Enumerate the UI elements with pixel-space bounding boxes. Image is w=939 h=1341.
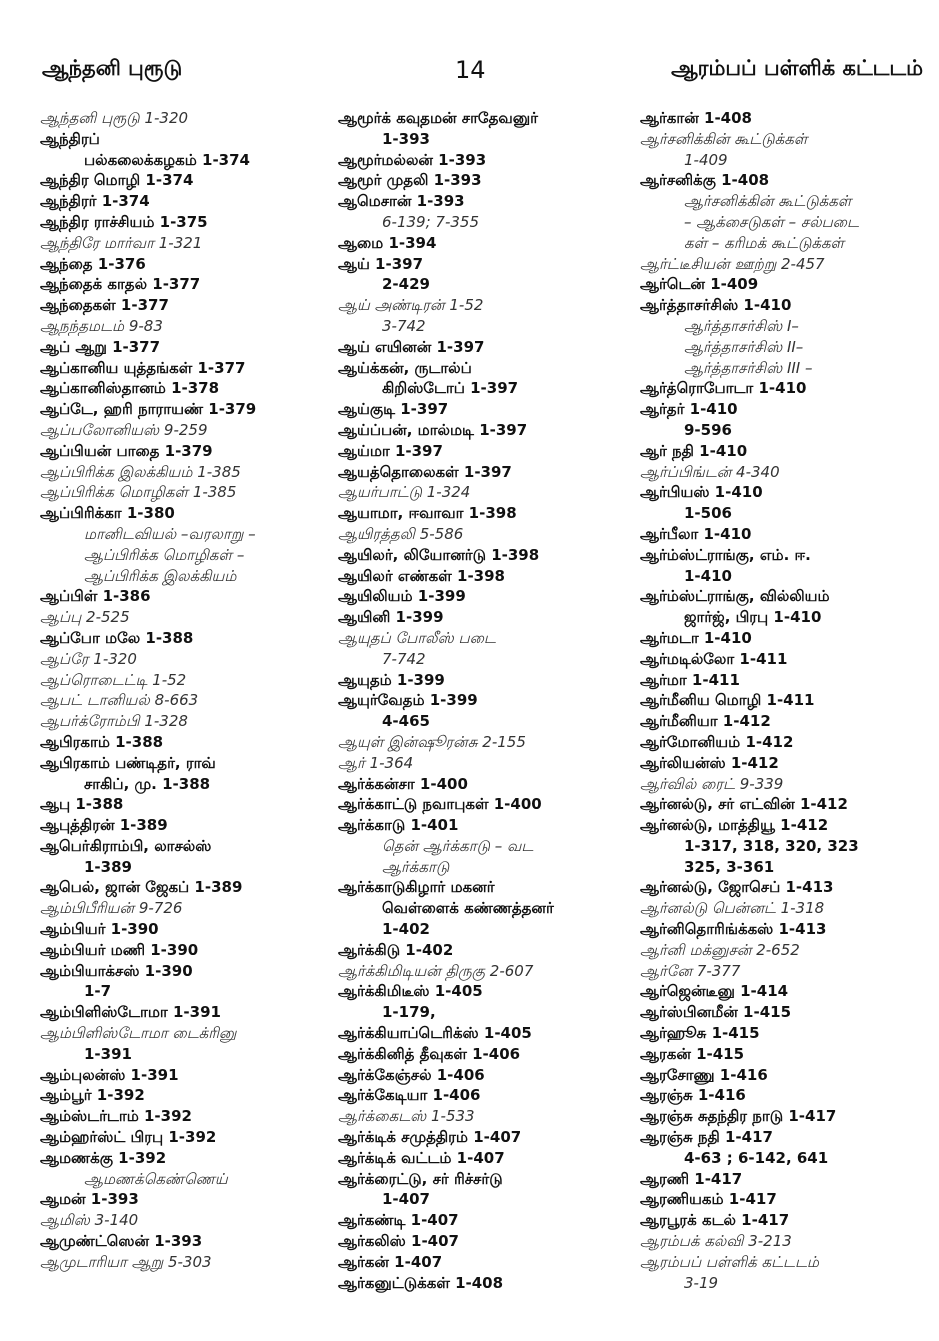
- index-entry: ஆயுதப் போலீஸ் படை: [338, 628, 496, 647]
- index-entry: ஜார்ஜ், பிரபு 1-410: [684, 608, 822, 627]
- index-entry: ஆரம்பக் கல்வி 3-213: [640, 1232, 792, 1251]
- index-entry: – ஆக்சைடுகள் – சல்படை: [684, 212, 859, 231]
- index-entry: ஆர்ம்ஸ்ட்ராங்கு, எம். ஈ.: [640, 545, 811, 564]
- index-entry: ஆபர்க்ரோம்பி 1-328: [40, 712, 188, 731]
- index-entry: ஆர்கனுட்டுக்கள் 1-408: [338, 1273, 504, 1292]
- index-entry: ஆர்னல்டு, சர் எட்வின் 1-412: [640, 795, 848, 814]
- index-entry: ஆர்த்தாசர்சிஸ் I–: [684, 316, 799, 335]
- index-entry: ஆர்க்கைடஸ் 1-533: [338, 1107, 475, 1126]
- index-entry: ஆர்ம்ஸ்ட்ராங்கு, வில்லியம்: [640, 587, 830, 606]
- index-entry: ஆர்க்கேஞ்சல் 1-406: [338, 1065, 485, 1084]
- index-entry: கள் – கரிமக் கூட்டுக்கள்: [684, 233, 845, 252]
- index-entry: ஆம்பிளிஸ்டோமா டைக்ரினு: [40, 1024, 237, 1043]
- index-entry: 6-139; 7-355: [382, 212, 479, 231]
- index-entry: ஆர்ப்பிங்டன் 4-340: [640, 462, 780, 481]
- index-entry: 3-742: [382, 316, 426, 335]
- index-entry: ஆர்க்காடுகிழார் மகனர்: [338, 878, 495, 897]
- index-entry: ஆந்தை 1-376: [40, 254, 146, 273]
- index-entry: ஆர்த்தாசர்சிஸ் 1-410: [640, 296, 792, 315]
- index-entry: ஆமணக்கு 1-392: [40, 1148, 167, 1167]
- index-entry: ஆம்புலன்ஸ் 1-391: [40, 1065, 179, 1084]
- index-entry: ஆந்திரே மார்வா 1-321: [40, 233, 203, 252]
- index-entry: ஆர்க்ரைட்டு, சர் ரிச்சர்டு: [338, 1169, 503, 1188]
- index-entry: ஆர்த்தாசர்சிஸ் II–: [684, 337, 804, 356]
- index-entry: ஆப்கானிஸ்தானம் 1-378: [40, 379, 220, 398]
- index-entry: ஆபு 1-388: [40, 795, 124, 814]
- index-entry: ஆய் 1-397: [338, 254, 424, 273]
- index-entry: ஆநந்தமடம் 9-83: [40, 316, 163, 335]
- index-entry: 325, 3-361: [684, 857, 775, 876]
- index-entry: ஆர்த்ரொபோடா 1-410: [640, 379, 807, 398]
- index-entry: ஆந்திரர் 1-374: [40, 192, 150, 211]
- index-entry: ஆர்னி மக்னுசன் 2-652: [640, 940, 800, 959]
- index-entry: ஆர்சனிக்கின் கூட்டுக்கள்: [640, 129, 808, 148]
- index-entry: ஆர்மா 1-411: [640, 670, 740, 689]
- index-entry: ஆர்க்காடு 1-401: [338, 816, 459, 835]
- index-entry: ஆப்பிள் 1-386: [40, 587, 151, 606]
- index-entry: 1-391: [84, 1044, 132, 1063]
- index-entry: ஆந்திர ராச்சியம் 1-375: [40, 212, 208, 231]
- index-column-1: [40, 108, 330, 1273]
- index-entry: ஆர்னல்டு, ஜோசெப் 1-413: [640, 878, 834, 897]
- index-entry: ஆப்பலோனியஸ் 9-259: [40, 420, 208, 439]
- index-entry: 4-63 ; 6-142, 641: [684, 1148, 829, 1167]
- index-entry: ஆப்டே, ஹரி நாராயண் 1-379: [40, 400, 257, 419]
- index-entry: ஆர்க்கியாப்டெரிக்ஸ் 1-405: [338, 1024, 532, 1043]
- index-entry: 4-465: [382, 712, 430, 731]
- index-entry: ஆரணியகம் 1-417: [640, 1190, 777, 1209]
- index-entry: சாகிப், மு. 1-388: [84, 774, 211, 793]
- index-entry: ஆர்னிதொரிங்க்கஸ் 1-413: [640, 920, 827, 939]
- index-entry: ஆபுத்திரன் 1-389: [40, 816, 168, 835]
- index-entry: ஆம்பூர் 1-392: [40, 1086, 145, 1105]
- index-entry: 1-410: [684, 566, 732, 585]
- index-entry: 1-7: [84, 982, 112, 1001]
- index-entry: ஆம்பியாக்சஸ் 1-390: [40, 961, 193, 980]
- index-entry: ஆந்திர மொழி 1-374: [40, 171, 194, 190]
- index-entry: ஆர்சனிக்கு 1-408: [640, 171, 770, 190]
- index-entry: ஆமூர்க் கவுதமன் சாதேவனுர்: [338, 109, 538, 127]
- index-entry: ஆர்ட்டீசியன் ஊற்று 2-457: [640, 254, 825, 273]
- index-entry: ஆமிஸ் 3-140: [40, 1211, 139, 1230]
- index-entry: ஆரணி 1-417: [640, 1169, 743, 1188]
- index-entry: ஆர்னல்டு பென்னட் 1-318: [640, 899, 825, 918]
- index-entry: ஆர்மீனிய மொழி 1-411: [640, 691, 815, 710]
- index-entry: ஆய்மா 1-397: [338, 441, 443, 460]
- index-entry: ஆயத்தொலைகள் 1-397: [338, 462, 512, 481]
- index-entry: பல்கலைக்கழகம் 1-374: [84, 150, 250, 169]
- index-entry: ஆரஞ்சு 1-416: [640, 1086, 746, 1105]
- index-entry: 1-179,: [382, 1003, 436, 1022]
- index-entry: ஆப்பியன் பாதை 1-379: [40, 441, 213, 460]
- index-entry: ஆர்கண்டி 1-407: [338, 1211, 459, 1230]
- index-entry: 1-389: [84, 857, 132, 876]
- index-entry: வெள்ளைக் கண்ணத்தனர்: [382, 899, 554, 918]
- index-entry: ஆபட் டானியல் 8-663: [40, 691, 199, 710]
- index-entry: தென் ஆர்க்காடு – வட: [382, 836, 534, 855]
- index-entry: 1-402: [382, 920, 430, 939]
- index-entry: ஆர்க்கினித் தீவுகள் 1-406: [338, 1044, 521, 1063]
- index-entry: ஆர்கன் 1-407: [338, 1252, 443, 1271]
- index-entry: ஆர்க்கிடு 1-402: [338, 940, 454, 959]
- index-entry: ஆமெசான் 1-393: [338, 192, 465, 211]
- index-entry: ஆமன் 1-393: [40, 1190, 139, 1209]
- index-entry: கிறிஸ்டோப் 1-397: [382, 379, 519, 398]
- index-entry: ஆமை 1-394: [338, 233, 437, 252]
- index-entry: ஆம்பியர் 1-390: [40, 920, 159, 939]
- index-column-2: [338, 108, 628, 1293]
- index-entry: ஆப் ஆறு 1-377: [40, 337, 161, 356]
- index-entry: ஆரஞ்சு சுதந்திர நாடு 1-417: [640, 1107, 837, 1126]
- index-entry: ஆர்க்டிக் சமுத்திரம் 1-407: [338, 1128, 522, 1147]
- index-entry: 1-393: [382, 129, 430, 148]
- index-entry: ஆர்பியஸ் 1-410: [640, 483, 763, 502]
- index-entry: ஆயுதம் 1-399: [338, 670, 445, 689]
- index-entry: ஆயுள் இன்ஷூரன்சு 2-155: [338, 732, 526, 751]
- index-entry: ஆப்பிரிக்க மொழிகள் –: [84, 545, 245, 564]
- index-entry: ஆம்பியர் மணி 1-390: [40, 940, 199, 959]
- index-entry: ஆர்கான் 1-408: [640, 109, 752, 127]
- index-entry: ஆர் நதி 1-410: [640, 441, 748, 460]
- index-entry: ஆர்ஜென்டீனு 1-414: [640, 982, 789, 1001]
- index-entry: 1-407: [382, 1190, 430, 1209]
- running-head-left: ஆந்தனி புரூடு: [42, 56, 183, 80]
- index-entry: 9-596: [684, 420, 732, 439]
- index-entry: ஆபெல், ஜான் ஜேகப் 1-389: [40, 878, 243, 897]
- index-entry: ஆர்வில் ரைட் 9-339: [640, 774, 784, 793]
- index-entry: ஆர்க்காடு: [382, 857, 450, 876]
- index-entry: ஆய் எயினன் 1-397: [338, 337, 485, 356]
- index-entry: ஆபிரகாம் 1-388: [40, 732, 164, 751]
- index-entry: ஆர்மடில்லோ 1-411: [640, 649, 788, 668]
- index-entry: ஆர்டென் 1-409: [640, 275, 759, 294]
- index-entry: ஆயிலர், லியோனர்டு 1-398: [338, 545, 540, 564]
- index-entry: ஆர்க்கிமிடீஸ் 1-405: [338, 982, 483, 1001]
- index-entry: ஆப்பிரிக்க இலக்கியம்: [84, 566, 237, 585]
- index-entry: ஆப்ரொடைட்டி 1-52: [40, 670, 187, 689]
- index-column-3: [640, 108, 930, 1293]
- index-entry: ஆர்லியன்ஸ் 1-412: [640, 753, 779, 772]
- index-entry: ஆயாமா, ஈவாவா 1-398: [338, 504, 517, 523]
- running-head-right: ஆரம்பப் பள்ளிக் கட்டடம்: [671, 56, 923, 80]
- index-entry: ஆரம்பப் பள்ளிக் கட்டடம்: [640, 1252, 820, 1271]
- index-entry: ஆய்குடி 1-397: [338, 400, 449, 419]
- index-entry: ஆபெர்கிராம்பி, லாசல்ஸ்: [40, 836, 212, 855]
- index-entry: ஆப்பிரிக்கா 1-380: [40, 504, 175, 523]
- index-entry: ஆயிலர் எண்கள் 1-398: [338, 566, 505, 585]
- index-entry: ஆய்க்கன், ருடால்ப்: [338, 358, 472, 377]
- index-entry: ஆர்மோனியம் 1-412: [640, 732, 794, 751]
- index-entry: ஆர்னே 7-377: [640, 961, 741, 980]
- index-entry: ஆர்க்கிமிடியன் திருகு 2-607: [338, 961, 534, 980]
- index-entry: 1-506: [684, 504, 732, 523]
- index-entry: மானிடவியல் –வரலாறு –: [84, 524, 256, 543]
- index-entry: ஆர்த்தாசர்சிஸ் III –: [684, 358, 813, 377]
- index-entry: ஆம்பிளிஸ்டோமா 1-391: [40, 1003, 221, 1022]
- index-entry: ஆப்கானிய யுத்தங்கள் 1-377: [40, 358, 246, 377]
- index-entry: ஆப்பு 2-525: [40, 608, 130, 627]
- index-entry: ஆம்பிபீரியன் 9-726: [40, 899, 183, 918]
- index-entry: ஆர்ஸ்பினமீன் 1-415: [640, 1003, 792, 1022]
- index-entry: ஆந்திரப்: [40, 129, 100, 148]
- index-entry: ஆர்க்டிக் வட்டம் 1-407: [338, 1148, 505, 1167]
- index-entry: 2-429: [382, 275, 430, 294]
- index-entry: ஆந்தனி புரூடு 1-320: [40, 109, 189, 127]
- index-entry: ஆயுர்வேதம் 1-399: [338, 691, 478, 710]
- index-entry: ஆரசோணு 1-416: [640, 1065, 768, 1084]
- index-entry: ஆப்போ மலே 1-388: [40, 628, 194, 647]
- index-entry: 7-742: [382, 649, 426, 668]
- index-entry: ஆமூர் முதலி 1-393: [338, 171, 482, 190]
- index-entry: ஆர்மீனியா 1-412: [640, 712, 771, 731]
- index-entry: ஆப்பிரிக்க மொழிகள் 1-385: [40, 483, 237, 502]
- index-entry: ஆரபூரக் கடல் 1-417: [640, 1211, 790, 1230]
- index-entry: ஆர்பீலா 1-410: [640, 524, 752, 543]
- index-entry: ஆயர்பாட்டு 1-324: [338, 483, 471, 502]
- index-entry: ஆம்ஸ்டர்டாம் 1-392: [40, 1107, 192, 1126]
- index-entry: ஆமுண்ட்ஸென் 1-393: [40, 1232, 203, 1251]
- page-number: 14: [455, 56, 486, 84]
- index-entry: ஆய் அண்டிரன் 1-52: [338, 296, 484, 315]
- index-entry: ஆந்தைகள் 1-377: [40, 296, 169, 315]
- index-entry: ஆர்னல்டு, மாத்தியூ 1-412: [640, 816, 829, 835]
- index-entry: ஆரஞ்சு நதி 1-417: [640, 1128, 773, 1147]
- index-entry: ஆய்ப்பன், மால்மடி 1-397: [338, 420, 528, 439]
- index-entry: ஆமணக்கெண்ணெய்: [84, 1169, 228, 1188]
- index-entry: ஆர்ஹூசு 1-415: [640, 1024, 760, 1043]
- index-entry: 1-409: [684, 150, 728, 169]
- index-entry: 1-317, 318, 320, 323: [684, 836, 859, 855]
- index-entry: ஆர்க்காட்டு நவாபுகள் 1-400: [338, 795, 542, 814]
- index-entry: ஆர்க்கேடியா 1-406: [338, 1086, 481, 1105]
- index-entry: ஆர்க்கன்சா 1-400: [338, 774, 468, 793]
- index-entry: ஆந்தைக் காதல் 1-377: [40, 275, 201, 294]
- index-entry: ஆம்ஹர்ஸ்ட் பிரபு 1-392: [40, 1128, 217, 1147]
- index-entry: ஆபிரகாம் பண்டிதர், ராவ்: [40, 753, 216, 772]
- index-entry: ஆப்பிரிக்க இலக்கியம் 1-385: [40, 462, 241, 481]
- index-entry: 3-19: [684, 1273, 719, 1292]
- index-entry: ஆர்மடா 1-410: [640, 628, 752, 647]
- index-entry: ஆப்ரே 1-320: [40, 649, 137, 668]
- index-entry: ஆர் 1-364: [338, 753, 414, 772]
- index-entry: ஆர்கலிஸ் 1-407: [338, 1232, 459, 1251]
- index-entry: ஆயிலியம் 1-399: [338, 587, 466, 606]
- index-entry: ஆர்தர் 1-410: [640, 400, 738, 419]
- index-entry: ஆயிரத்தலி 5-586: [338, 524, 464, 543]
- index-entry: ஆமுடாரியா ஆறு 5-303: [40, 1252, 212, 1271]
- index-entry: ஆமூர்மல்லன் 1-393: [338, 150, 487, 169]
- index-entry: ஆயினி 1-399: [338, 608, 444, 627]
- index-entry: ஆரகன் 1-415: [640, 1044, 745, 1063]
- index-entry: ஆர்சனிக்கின் கூட்டுக்கள்: [684, 192, 852, 211]
